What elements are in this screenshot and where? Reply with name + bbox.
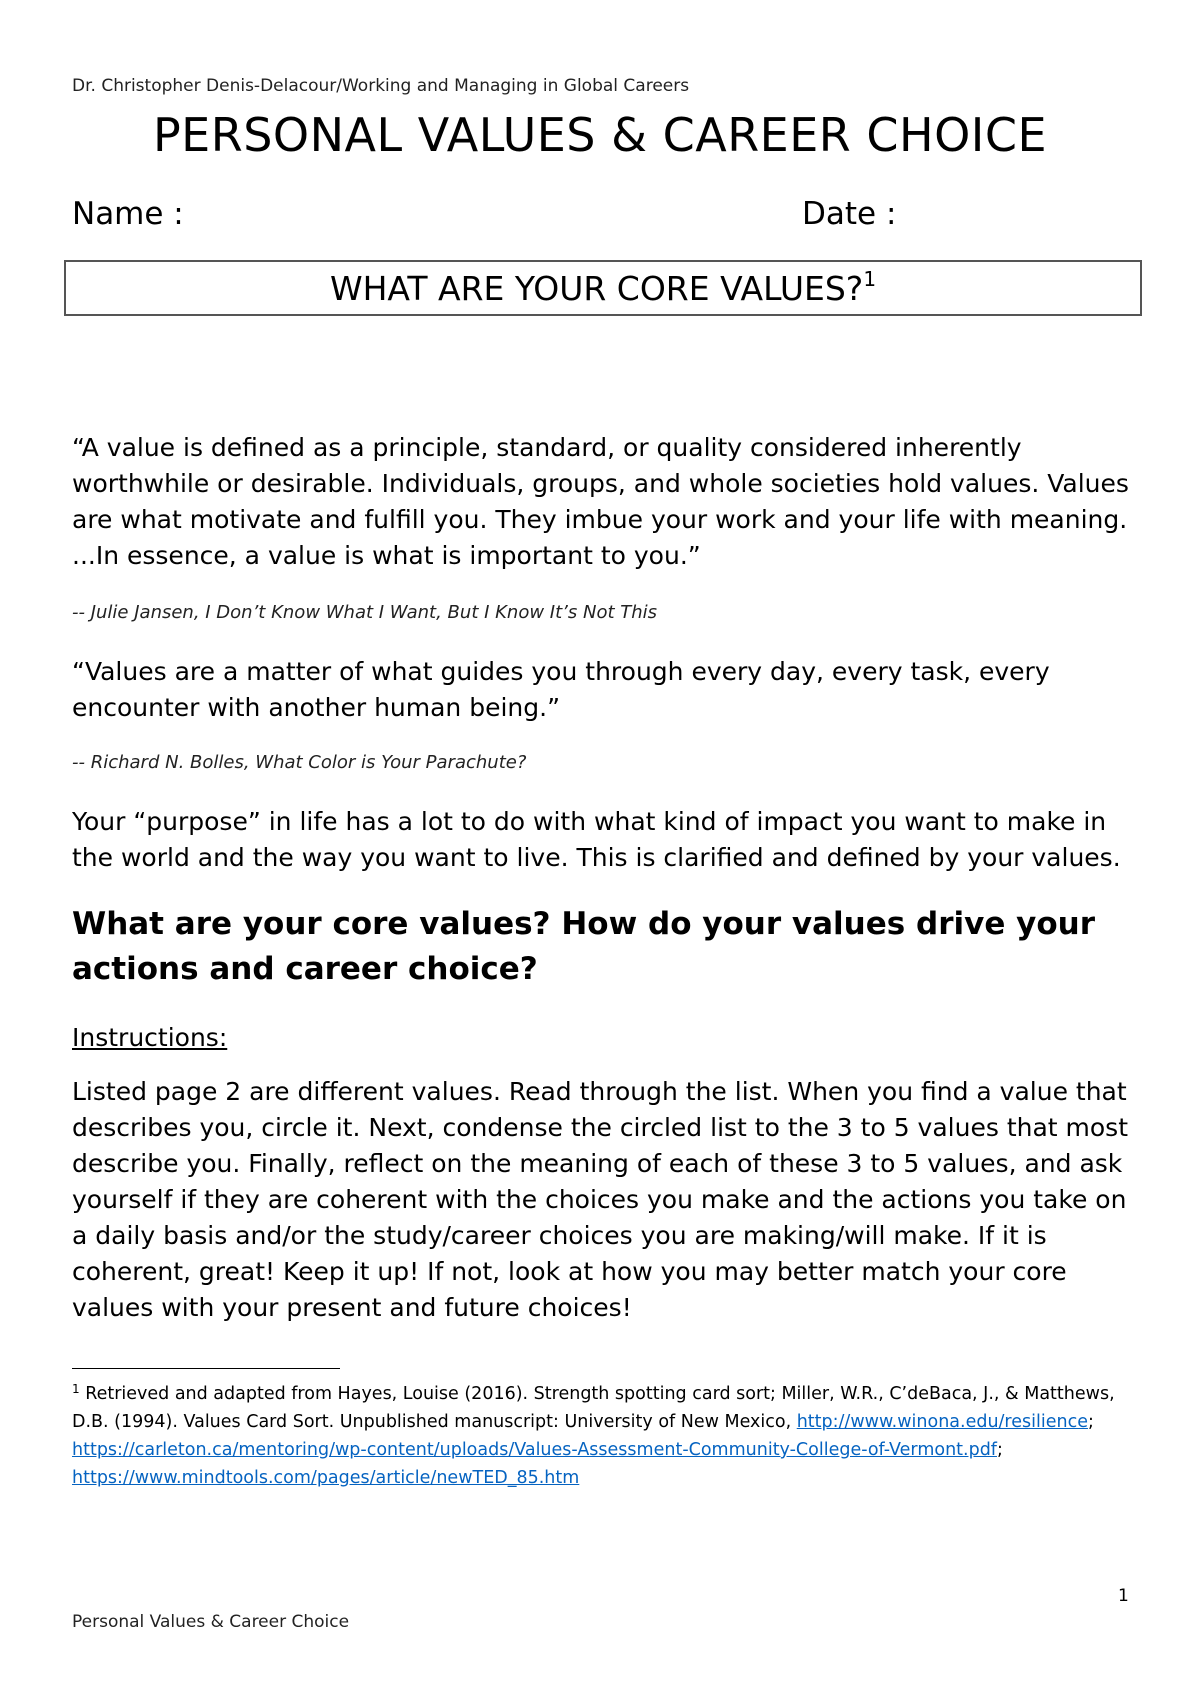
section-heading: WHAT ARE YOUR CORE VALUES? <box>329 269 864 308</box>
footnote-separator <box>72 1368 340 1369</box>
footnote-separator-text: ; <box>996 1440 1003 1460</box>
section-heading-box <box>64 260 1142 316</box>
footnote-separator-text: ; <box>1087 1412 1094 1432</box>
quote-attribution-bolles: -- Richard N. Bolles, What Color is Your Parachute? <box>72 752 527 773</box>
page-number: 1 <box>1118 1586 1129 1606</box>
instructions-paragraph: Listed page 2 are different values. Read through the list. When you find a value that describes you, circle it. Next, condense the circled list to the 3 to 5 values that most describe you. Finally, reflect on the meaning of each of these 3 to 5 values, and ask yourself if they are coherent with the choices you make and the actions you take on a daily basis and/or the study/career choices you are making/will make. If it is coherent, great! Keep it up! If not, look at how you may better match your core values with your present and future choices! <box>72 1077 1129 1322</box>
name-label: Name : <box>72 196 184 232</box>
quote-jansen: “A value is defined as a principle, standard, or quality considered inherently worthwhile or desirable. Individuals, groups, and whole societies hold values. Values are what motivate and fulfill you. They imbue your work and your life with meaning. ...In essence, a value is what is important to you.” <box>72 433 1129 570</box>
section-footnote-marker[interactable]: 1 <box>863 267 877 291</box>
core-values-question-heading: What are your core values? How do your values drive your actions and career choice? <box>72 906 1096 987</box>
purpose-paragraph: Your “purpose” in life has a lot to do with what kind of impact you want to make in the world and the way you want to live. This is clarified and defined by your values. <box>72 807 1121 872</box>
footnote-link-winona[interactable]: http://www.winona.edu/resilience <box>796 1412 1088 1432</box>
running-header: Dr. Christopher Denis-Delacour/Working and Managing in Global Careers <box>72 76 690 96</box>
page-title: PERSONAL VALUES & CAREER CHOICE <box>152 108 1048 162</box>
footnote-marker: 1 <box>72 1382 80 1396</box>
instructions-heading: Instructions: <box>72 1023 228 1052</box>
footnote-text: Retrieved and adapted from Hayes, Louise (2016). Strength spotting card sort; Miller, W.R., C’deBaca, J., & Matthews, D.B. (1994). Values Card Sort. Unpublished manuscript: University of New Mexico, <box>72 1384 1115 1432</box>
quote-bolles: “Values are a matter of what guides you through every day, every task, every encounter with another human being.” <box>72 657 1050 722</box>
footnote-link-carleton[interactable]: https://carleton.ca/mentoring/wp-content/uploads/Values-Assessment-Community-College-of-Vermont.pdf <box>72 1440 997 1460</box>
footnote <box>72 1380 1132 1492</box>
footnote-link-mindtools[interactable]: https://www.mindtools.com/pages/article/newTED_85.htm <box>72 1468 580 1488</box>
quote-attribution-jansen: -- Julie Jansen, I Don’t Know What I Want, But I Know It’s Not This <box>72 602 658 623</box>
running-footer: Personal Values & Career Choice <box>72 1612 350 1632</box>
date-label: Date : <box>802 196 897 232</box>
